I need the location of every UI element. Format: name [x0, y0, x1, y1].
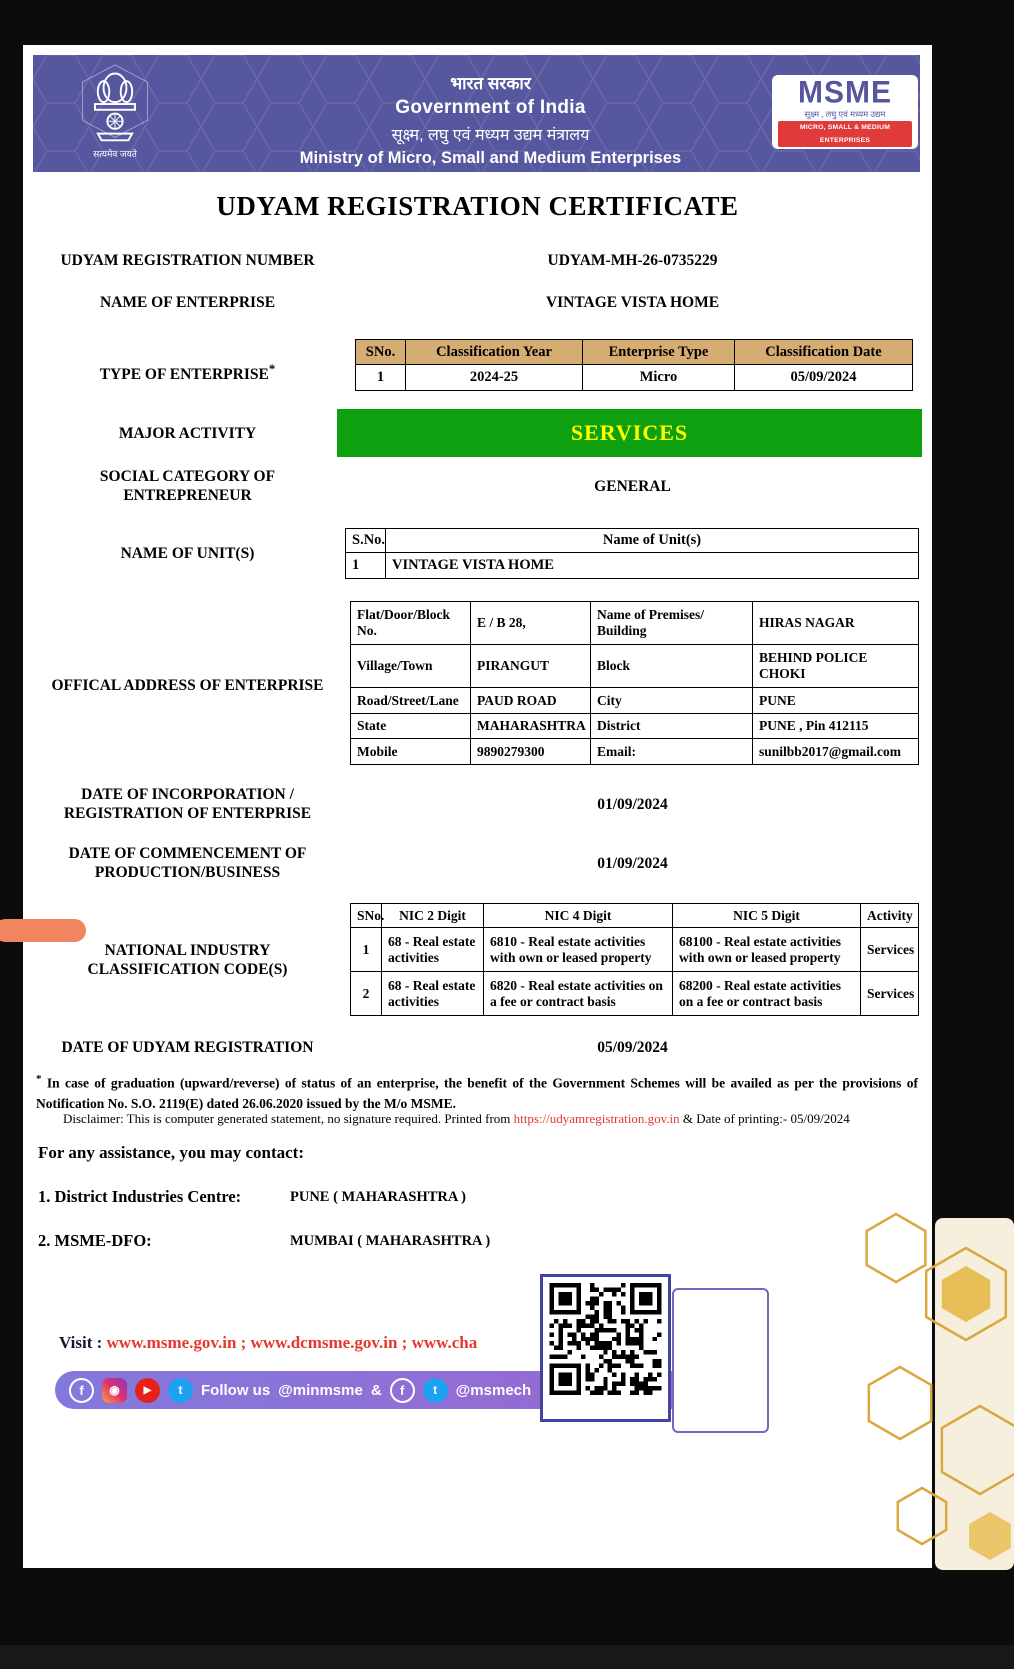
table-cell: 1	[346, 553, 386, 579]
facebook-icon[interactable]: f	[390, 1378, 415, 1403]
table-header-cell: Activity	[861, 904, 919, 928]
table-cell: MAHARASHTRA	[471, 714, 591, 739]
major-activity-label: MAJOR ACTIVITY	[118, 425, 257, 442]
msmechampions-handle[interactable]: @msmech	[455, 1381, 532, 1399]
table-cell: Village/Town	[351, 645, 471, 688]
disclaimer-line	[63, 1111, 923, 1127]
table-header-cell: Enterprise Type	[583, 340, 735, 365]
address-table	[350, 601, 919, 765]
table-header-cell: Classification Date	[735, 340, 913, 365]
ashoka-emblem-icon	[76, 63, 154, 147]
msme-logo-text: MSME	[798, 75, 892, 110]
incorporation-date-label-block	[35, 785, 340, 823]
incorporation-date-label: DATE OF INCORPORATION / REGISTRATION OF ENTERPRISE	[63, 786, 312, 822]
printing-date-text: & Date of printing:- 05/09/2024	[679, 1111, 850, 1126]
udyam-date-label-block	[35, 1038, 340, 1057]
address-label: OFFICAL ADDRESS OF ENTERPRISE	[51, 677, 324, 694]
udyam-portal-link[interactable]: https://udyamregistration.gov.in	[513, 1111, 680, 1126]
assistance-heading: For any assistance, you may contact:	[38, 1143, 304, 1162]
ministry-title-hindi: सूक्ष्म, लघु एवं मध्यम उद्यम मंत्रालय	[391, 127, 590, 144]
registration-number-label: UDYAM REGISTRATION NUMBER	[60, 252, 315, 269]
asterisk-note: *	[268, 361, 276, 376]
table-cell: Flat/Door/Block No.	[351, 602, 471, 645]
type-of-enterprise-label-block	[35, 359, 340, 384]
disclaimer-text: Disclaimer: This is computer generated statement, no signature required. Printed from	[63, 1111, 514, 1126]
govt-title-english: Government of India	[395, 97, 586, 118]
qr-code	[540, 1274, 671, 1422]
header-banner	[33, 55, 920, 172]
table-cell: sunilbb2017@gmail.com	[753, 739, 919, 765]
units-label-block	[35, 544, 340, 563]
assistance-label: 2. MSME-DFO:	[38, 1231, 152, 1250]
facebook-icon[interactable]: f	[69, 1378, 94, 1403]
assistance-value: PUNE ( MAHARASHTRA )	[290, 1189, 467, 1205]
social-category-value: GENERAL	[594, 478, 671, 495]
ampersand-text: &	[370, 1381, 382, 1399]
table-cell: 9890279300	[471, 739, 591, 765]
table-cell: City	[591, 688, 753, 714]
table-header-cell: NIC 5 Digit	[673, 904, 861, 928]
commencement-date-label-block	[35, 844, 340, 882]
table-cell: VINTAGE VISTA HOME	[386, 553, 919, 579]
incorporation-date-value: 01/09/2024	[597, 796, 668, 813]
visit-links[interactable]: www.msme.gov.in ; www.dcmsme.gov.in ; www.cha	[106, 1333, 478, 1352]
major-activity-value: SERVICES	[570, 420, 689, 445]
qr-code-image	[549, 1283, 662, 1395]
table-cell: 68100 - Real estate activities with own or leased property	[673, 928, 861, 972]
type-of-enterprise-table	[355, 339, 913, 391]
minmsme-handle[interactable]: @minmsme	[278, 1381, 363, 1399]
asterisk-note: *	[36, 1073, 42, 1085]
table-cell: 6820 - Real estate activities on a fee or contract basis	[484, 972, 673, 1016]
social-category-label-block	[35, 467, 340, 505]
nic-label-block	[35, 941, 340, 979]
registration-number-value: UDYAM-MH-26-0735229	[547, 252, 718, 269]
table-cell: Block	[591, 645, 753, 688]
udyam-date-value: 05/09/2024	[597, 1039, 668, 1056]
assistance-item-dfo	[38, 1231, 490, 1251]
table-cell: BEHIND POLICE CHOKI	[753, 645, 919, 688]
certificate-document	[23, 45, 932, 1568]
header-titles	[203, 71, 778, 168]
table-cell: Name of Premises/ Building	[591, 602, 753, 645]
table-cell: Micro	[583, 365, 735, 391]
registration-number-label-block	[35, 251, 340, 270]
emblem-caption: सत्यमेव जयते	[93, 149, 137, 159]
commencement-date-value: 01/09/2024	[597, 855, 668, 872]
table-cell: 05/09/2024	[735, 365, 913, 391]
highlight-mark	[0, 919, 86, 942]
table-cell: 1	[356, 365, 406, 391]
msme-tagline-english: MICRO, SMALL & MEDIUM ENTERPRISES	[778, 121, 912, 147]
visit-line	[59, 1333, 477, 1353]
table-cell: 1	[351, 928, 382, 972]
govt-title-hindi: भारत सरकार	[450, 74, 531, 93]
decorative-white-box	[672, 1288, 769, 1433]
table-cell: 68 - Real estate activities	[382, 928, 484, 972]
msme-logo	[772, 75, 918, 149]
table-header-cell: NIC 2 Digit	[382, 904, 484, 928]
ministry-title-english: Ministry of Micro, Small and Medium Enterprises	[299, 149, 682, 167]
units-table	[345, 528, 919, 579]
table-cell: PUNE	[753, 688, 919, 714]
table-cell: PUNE , Pin 412115	[753, 714, 919, 739]
table-cell: 6810 - Real estate activities with own or leased property	[484, 928, 673, 972]
table-cell: 68200 - Real estate activities on a fee or contract basis	[673, 972, 861, 1016]
twitter-icon[interactable]: t	[168, 1378, 193, 1403]
graduation-footnote	[36, 1069, 918, 1114]
footnote-text: In case of graduation (upward/reverse) of status of an enterprise, the benefit of the Government Schemes will be availed as per the provisions of Notification No. S.O. 2119(E) dated 26.06.2020 issued by the M/o MSME.	[36, 1075, 918, 1111]
table-cell: E / B 28,	[471, 602, 591, 645]
youtube-icon[interactable]: ▶	[135, 1378, 160, 1403]
table-cell: 2024-25	[406, 365, 583, 391]
instagram-icon[interactable]: ◉	[102, 1378, 127, 1403]
enterprise-name-value: VINTAGE VISTA HOME	[545, 294, 720, 311]
assistance-label: 1. District Industries Centre:	[38, 1187, 242, 1206]
nic-label: NATIONAL INDUSTRY CLASSIFICATION CODE(S)	[87, 942, 288, 978]
udyam-date-label: DATE OF UDYAM REGISTRATION	[61, 1039, 314, 1056]
follow-us-text: Follow us	[201, 1381, 271, 1399]
table-header-cell: S.No.	[346, 529, 386, 553]
units-label: NAME OF UNIT(S)	[120, 545, 255, 562]
table-header-cell: NIC 4 Digit	[484, 904, 673, 928]
table-cell: Email:	[591, 739, 753, 765]
table-cell: PAUD ROAD	[471, 688, 591, 714]
national-emblem	[67, 63, 163, 160]
table-header-cell: SNo.	[356, 340, 406, 365]
table-cell: Services	[861, 972, 919, 1016]
table-header-cell: Name of Unit(s)	[386, 529, 919, 553]
msme-tagline-hindi: सूक्ष्म , लघु एवं मध्यम उद्यम	[804, 109, 886, 119]
table-cell: PIRANGUT	[471, 645, 591, 688]
table-cell: District	[591, 714, 753, 739]
assistance-value: MUMBAI ( MAHARASHTRA )	[290, 1233, 491, 1249]
social-category-label: SOCIAL CATEGORY OF ENTREPRENEUR	[99, 468, 276, 504]
table-cell: 68 - Real estate activities	[382, 972, 484, 1016]
enterprise-name-label-block	[35, 293, 340, 312]
visit-label: Visit :	[59, 1333, 103, 1352]
address-label-block	[35, 676, 340, 695]
table-header-cell: Classification Year	[406, 340, 583, 365]
commencement-date-label: DATE OF COMMENCEMENT OF PRODUCTION/BUSINESS	[68, 845, 307, 881]
enterprise-name-label: NAME OF ENTERPRISE	[99, 294, 276, 311]
table-cell: Services	[861, 928, 919, 972]
major-activity-banner	[337, 409, 922, 457]
table-cell: Mobile	[351, 739, 471, 765]
table-cell: 2	[351, 972, 382, 1016]
table-cell: State	[351, 714, 471, 739]
table-cell: Road/Street/Lane	[351, 688, 471, 714]
bottom-frame-strip	[0, 1645, 1014, 1669]
nic-table	[350, 903, 919, 1016]
type-of-enterprise-label: TYPE OF ENTERPRISE*	[99, 361, 276, 384]
assistance-item-dic	[38, 1187, 466, 1207]
twitter-icon[interactable]: t	[423, 1378, 448, 1403]
table-cell: HIRAS NAGAR	[753, 602, 919, 645]
certificate-title: UDYAM REGISTRATION CERTIFICATE	[216, 191, 739, 221]
major-activity-label-block	[35, 424, 340, 443]
table-header-cell: SNo.	[351, 904, 382, 928]
honeycomb-decoration	[848, 1198, 1014, 1580]
